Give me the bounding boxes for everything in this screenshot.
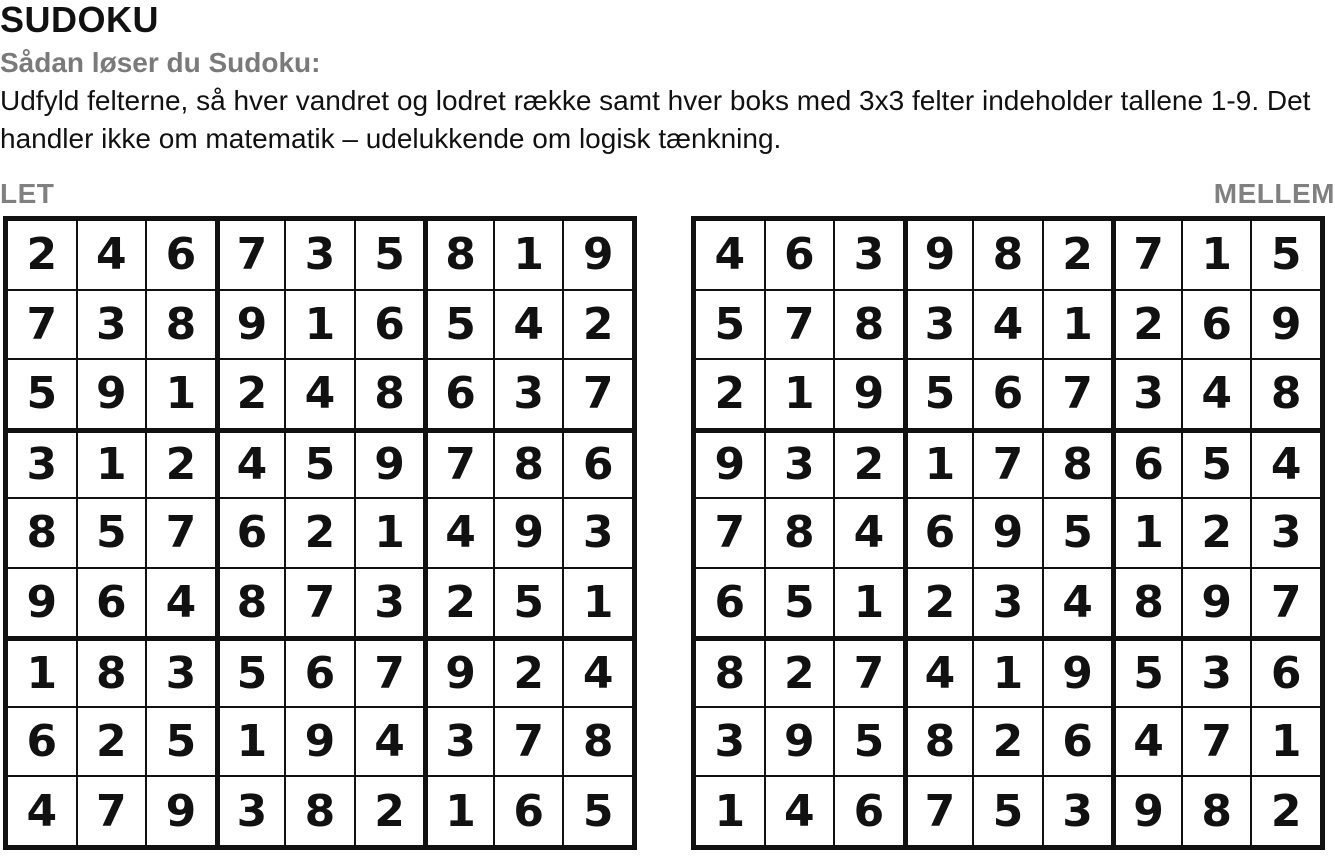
sudoku-cell[interactable]: 2: [8, 221, 76, 289]
sudoku-cell[interactable]: 2: [974, 708, 1042, 776]
sudoku-cell[interactable]: 5: [1183, 433, 1251, 498]
sudoku-cell[interactable]: 5: [1044, 499, 1112, 567]
sudoku-cell[interactable]: 6: [1044, 708, 1112, 776]
sudoku-cell[interactable]: 4: [495, 291, 563, 359]
sudoku-cell[interactable]: 7: [1116, 221, 1181, 289]
sudoku-cell[interactable]: 4: [8, 777, 76, 845]
sudoku-cell[interactable]: 5: [974, 777, 1042, 845]
sudoku-cell[interactable]: 9: [8, 569, 76, 637]
sudoku-cell[interactable]: 8: [8, 499, 76, 567]
sudoku-cell[interactable]: 8: [1183, 777, 1251, 845]
sudoku-cell[interactable]: 6: [78, 569, 146, 637]
sudoku-cell[interactable]: 4: [356, 708, 424, 776]
difficulty-label-medium: MELLEM: [1213, 178, 1335, 209]
sudoku-cell[interactable]: 2: [696, 360, 764, 428]
sudoku-cell[interactable]: 1: [1252, 708, 1320, 776]
sudoku-cell[interactable]: 7: [147, 499, 215, 567]
sudoku-cell[interactable]: 1: [1044, 291, 1112, 359]
sudoku-cell[interactable]: 8: [286, 777, 354, 845]
sudoku-cell[interactable]: 9: [696, 433, 764, 498]
sudoku-cell[interactable]: 2: [78, 708, 146, 776]
sudoku-cell[interactable]: 1: [564, 569, 632, 637]
sudoku-board-easy: [3, 216, 637, 850]
sudoku-cell[interactable]: 3: [1183, 641, 1251, 706]
sudoku-cell[interactable]: 6: [1252, 641, 1320, 706]
sudoku-cell[interactable]: 8: [147, 291, 215, 359]
sudoku-cell[interactable]: 7: [1183, 708, 1251, 776]
sudoku-cell[interactable]: 6: [696, 569, 764, 637]
sudoku-cell[interactable]: 4: [220, 433, 285, 498]
sudoku-cell[interactable]: 4: [564, 641, 632, 706]
sudoku-cell[interactable]: 1: [428, 777, 493, 845]
sudoku-cell[interactable]: 6: [1116, 433, 1181, 498]
sudoku-cell[interactable]: 4: [835, 499, 903, 567]
sudoku-cell[interactable]: 8: [1252, 360, 1320, 428]
sudoku-cell[interactable]: 6: [286, 641, 354, 706]
sudoku-cell[interactable]: 5: [1252, 221, 1320, 289]
sudoku-cell[interactable]: 4: [974, 291, 1042, 359]
instructions-text: Udfyld felterne, så hver vandret og lodret række samt hver boks med 3x3 felter indeholder tallene 1-9. Det handler ikke om matematik – udelukkende om logisk tænkning.: [0, 85, 1311, 154]
difficulty-label-easy: LET: [0, 178, 55, 209]
sudoku-cell[interactable]: 1: [147, 360, 215, 428]
sudoku-cell[interactable]: 4: [147, 569, 215, 637]
sudoku-cell[interactable]: 3: [564, 499, 632, 567]
sudoku-cell[interactable]: 1: [696, 777, 764, 845]
sudoku-cell[interactable]: 2: [147, 433, 215, 498]
sudoku-cell[interactable]: 3: [696, 708, 764, 776]
sudoku-cell[interactable]: 5: [1116, 641, 1181, 706]
sudoku-cell[interactable]: 9: [908, 221, 973, 289]
sudoku-cell[interactable]: 7: [78, 777, 146, 845]
sudoku-cell[interactable]: 3: [8, 433, 76, 498]
sudoku-cell[interactable]: 4: [1252, 433, 1320, 498]
sudoku-board-medium: [691, 216, 1325, 850]
sudoku-cell[interactable]: 5: [78, 499, 146, 567]
sudoku-cell[interactable]: 8: [1044, 433, 1112, 498]
sudoku-cell[interactable]: 3: [1116, 360, 1181, 428]
sudoku-cell[interactable]: 5: [766, 569, 834, 637]
sudoku-cell[interactable]: 2: [1116, 291, 1181, 359]
sudoku-cell[interactable]: 2: [835, 433, 903, 498]
sudoku-cell[interactable]: 9: [835, 360, 903, 428]
sudoku-cell[interactable]: 2: [428, 569, 493, 637]
sudoku-cell[interactable]: 1: [8, 641, 76, 706]
sudoku-cell[interactable]: 6: [147, 221, 215, 289]
sudoku-cell[interactable]: 9: [1252, 291, 1320, 359]
sudoku-cell[interactable]: 3: [356, 569, 424, 637]
sudoku-cell[interactable]: 7: [835, 641, 903, 706]
sudoku-cell[interactable]: 6: [908, 499, 973, 567]
sudoku-cell[interactable]: 5: [356, 221, 424, 289]
sudoku-cell[interactable]: 9: [78, 360, 146, 428]
sudoku-cell[interactable]: 6: [8, 708, 76, 776]
sudoku-cell[interactable]: 5: [908, 360, 973, 428]
sudoku-cell[interactable]: 2: [908, 569, 973, 637]
sudoku-cell[interactable]: 1: [835, 569, 903, 637]
sudoku-cell[interactable]: 4: [766, 777, 834, 845]
sudoku-cell[interactable]: 3: [1252, 499, 1320, 567]
sudoku-cell[interactable]: 4: [696, 221, 764, 289]
sudoku-cell[interactable]: 7: [1044, 360, 1112, 428]
sudoku-cell[interactable]: 8: [1116, 569, 1181, 637]
sudoku-cell[interactable]: 3: [78, 291, 146, 359]
sudoku-cell[interactable]: 1: [974, 641, 1042, 706]
sudoku-cell[interactable]: 9: [564, 221, 632, 289]
sudoku-cell[interactable]: 6: [974, 360, 1042, 428]
sudoku-cell[interactable]: 3: [147, 641, 215, 706]
sudoku-cell[interactable]: 4: [286, 360, 354, 428]
sudoku-cell[interactable]: 1: [356, 499, 424, 567]
sudoku-cell[interactable]: 4: [78, 221, 146, 289]
sudoku-cell[interactable]: 5: [428, 291, 493, 359]
sudoku-cell[interactable]: 1: [495, 221, 563, 289]
sudoku-cell[interactable]: 1: [1116, 499, 1181, 567]
sudoku-cell[interactable]: 4: [428, 499, 493, 567]
sudoku-cell[interactable]: 2: [1252, 777, 1320, 845]
sudoku-cell[interactable]: 3: [220, 777, 285, 845]
sudoku-cell[interactable]: 5: [564, 777, 632, 845]
sudoku-cell[interactable]: 3: [766, 433, 834, 498]
sudoku-cell[interactable]: 8: [78, 641, 146, 706]
sudoku-cell[interactable]: 3: [495, 360, 563, 428]
sudoku-cell[interactable]: 9: [286, 708, 354, 776]
sudoku-cell[interactable]: 7: [564, 360, 632, 428]
sudoku-cell[interactable]: 9: [147, 777, 215, 845]
sudoku-cell[interactable]: 7: [428, 433, 493, 498]
sudoku-cell[interactable]: 6: [766, 221, 834, 289]
sudoku-cell[interactable]: 8: [495, 433, 563, 498]
sudoku-cell[interactable]: 7: [908, 777, 973, 845]
sudoku-cell[interactable]: 2: [1044, 221, 1112, 289]
sudoku-cell[interactable]: 2: [356, 777, 424, 845]
sudoku-cell[interactable]: 9: [428, 641, 493, 706]
sudoku-cell[interactable]: 7: [8, 291, 76, 359]
sudoku-cell[interactable]: 9: [766, 708, 834, 776]
page-title: SUDOKU: [0, 0, 160, 40]
sudoku-cell[interactable]: 2: [495, 641, 563, 706]
sudoku-cell[interactable]: 7: [1252, 569, 1320, 637]
sudoku-cell[interactable]: 5: [696, 291, 764, 359]
sudoku-cell[interactable]: 7: [495, 708, 563, 776]
sudoku-cell[interactable]: 7: [356, 641, 424, 706]
sudoku-cell[interactable]: 4: [908, 641, 973, 706]
sudoku-cell[interactable]: 1: [766, 360, 834, 428]
sudoku-cell[interactable]: 6: [428, 360, 493, 428]
sudoku-cell[interactable]: 5: [220, 641, 285, 706]
sudoku-cell[interactable]: 5: [495, 569, 563, 637]
sudoku-cell[interactable]: 3: [1044, 777, 1112, 845]
sudoku-cell[interactable]: 7: [286, 569, 354, 637]
sudoku-cell[interactable]: 2: [1183, 499, 1251, 567]
sudoku-cell[interactable]: 9: [495, 499, 563, 567]
sudoku-cell[interactable]: 2: [564, 291, 632, 359]
sudoku-cell[interactable]: 6: [1183, 291, 1251, 359]
sudoku-cell[interactable]: 8: [835, 291, 903, 359]
sudoku-cell[interactable]: 6: [495, 777, 563, 845]
sudoku-cell[interactable]: 1: [78, 433, 146, 498]
sudoku-cell[interactable]: 8: [974, 221, 1042, 289]
sudoku-cell[interactable]: 9: [220, 291, 285, 359]
sudoku-cell[interactable]: 7: [696, 499, 764, 567]
sudoku-cell[interactable]: 8: [356, 360, 424, 428]
sudoku-cell[interactable]: 3: [908, 291, 973, 359]
sudoku-cell[interactable]: 9: [1044, 641, 1112, 706]
sudoku-cell[interactable]: 8: [908, 708, 973, 776]
sudoku-cell[interactable]: 3: [835, 221, 903, 289]
instructions-heading: Sådan løser du Sudoku:: [0, 47, 321, 78]
sudoku-cell[interactable]: 2: [286, 499, 354, 567]
sudoku-cell[interactable]: 4: [1183, 360, 1251, 428]
sudoku-cell[interactable]: 8: [766, 499, 834, 567]
sudoku-cell[interactable]: 8: [564, 708, 632, 776]
sudoku-cell[interactable]: 7: [766, 291, 834, 359]
sudoku-cell[interactable]: 1: [286, 291, 354, 359]
sudoku-cell[interactable]: 5: [147, 708, 215, 776]
sudoku-cell[interactable]: 1: [220, 708, 285, 776]
sudoku-cell[interactable]: 5: [835, 708, 903, 776]
sudoku-cell[interactable]: 8: [220, 569, 285, 637]
sudoku-cell[interactable]: 9: [1183, 569, 1251, 637]
sudoku-cell[interactable]: 9: [1116, 777, 1181, 845]
sudoku-cell[interactable]: 5: [8, 360, 76, 428]
sudoku-cell[interactable]: 2: [220, 360, 285, 428]
sudoku-cell[interactable]: 3: [428, 708, 493, 776]
sudoku-cell[interactable]: 7: [220, 221, 285, 289]
sudoku-cell[interactable]: 9: [974, 499, 1042, 567]
sudoku-cell[interactable]: 3: [974, 569, 1042, 637]
sudoku-cell[interactable]: 4: [1116, 708, 1181, 776]
sudoku-cell[interactable]: 2: [766, 641, 834, 706]
sudoku-cell[interactable]: 9: [356, 433, 424, 498]
sudoku-cell[interactable]: 7: [974, 433, 1042, 498]
sudoku-cell[interactable]: 1: [908, 433, 973, 498]
sudoku-cell[interactable]: 6: [356, 291, 424, 359]
sudoku-cell[interactable]: 8: [696, 641, 764, 706]
sudoku-cell[interactable]: 1: [1183, 221, 1251, 289]
sudoku-cell[interactable]: 3: [286, 221, 354, 289]
sudoku-cell[interactable]: 8: [428, 221, 493, 289]
sudoku-cell[interactable]: 6: [220, 499, 285, 567]
sudoku-cell[interactable]: 5: [286, 433, 354, 498]
sudoku-cell[interactable]: 6: [564, 433, 632, 498]
sudoku-cell[interactable]: 6: [835, 777, 903, 845]
sudoku-cell[interactable]: 4: [1044, 569, 1112, 637]
